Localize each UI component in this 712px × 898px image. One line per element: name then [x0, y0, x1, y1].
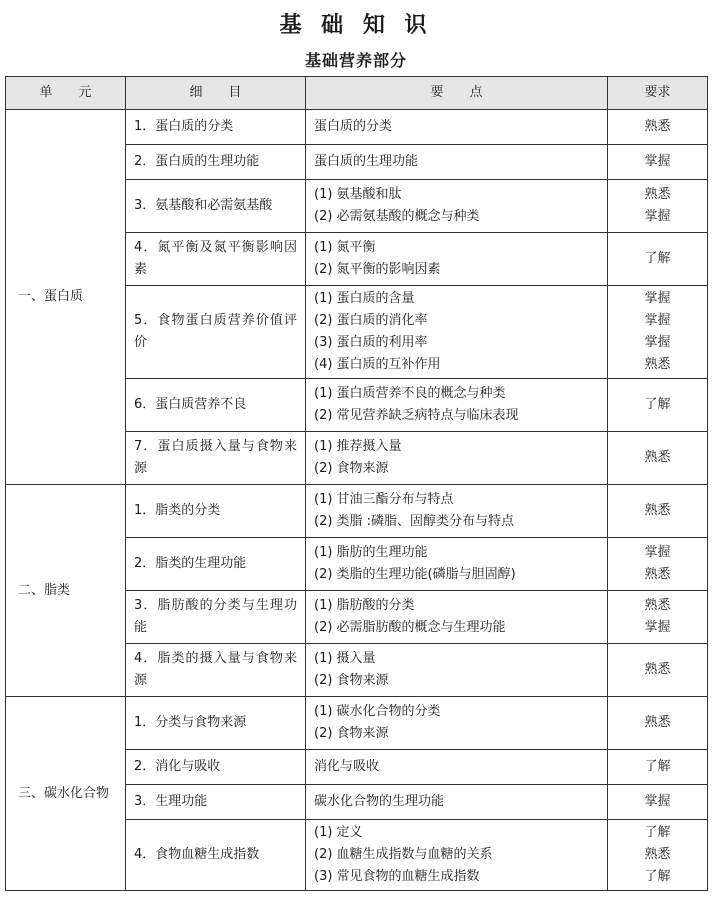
requirement-level: 掌握 [644, 335, 671, 350]
header-unit: 单 元 [6, 77, 126, 110]
requirement-cell [608, 750, 708, 785]
requirement-level: 了解 [644, 397, 671, 412]
requirement-level: 熟悉 [644, 119, 671, 134]
requirement-cell [608, 591, 708, 644]
points-cell [306, 145, 608, 180]
point-line: (2) 食物来源 [314, 726, 389, 741]
requirement-level: 熟悉 [644, 357, 671, 372]
point-line: 消化与吸收 [314, 759, 380, 774]
requirement-cell [608, 145, 708, 180]
requirement-cell [608, 286, 708, 379]
point-line: (1) 碳水化合物的分类 [314, 704, 441, 719]
requirement-level: 熟悉 [644, 847, 671, 862]
header-requirement: 要求 [608, 77, 708, 110]
page-title: 基 础 知 识 [279, 13, 433, 38]
point-line: (2) 必需氨基酸的概念与种类 [314, 209, 480, 224]
requirement-level: 熟悉 [644, 450, 671, 465]
item-cell: 3．脂肪酸的分类与生理功能 [126, 591, 306, 644]
requirement-level: 掌握 [644, 545, 671, 560]
requirement-level: 掌握 [644, 209, 671, 224]
table-row [6, 485, 708, 538]
point-line: (3) 常见食物的血糖生成指数 [314, 869, 480, 884]
point-line: (2) 蛋白质的消化率 [314, 313, 428, 328]
requirement-level: 熟悉 [644, 662, 671, 677]
requirement-cell [608, 379, 708, 432]
requirement-level: 掌握 [644, 313, 671, 328]
points-cell [306, 110, 608, 145]
points-cell [306, 820, 608, 891]
point-line: (1) 氨基酸和肽 [314, 187, 402, 202]
requirement-cell [608, 110, 708, 145]
item-cell: 4．脂类的摄入量与食物来源 [126, 644, 306, 697]
table-body [6, 110, 708, 891]
requirement-cell [608, 485, 708, 538]
item-cell: 4．食物血糖生成指数 [126, 820, 306, 891]
requirement-level: 了解 [644, 869, 671, 884]
item-cell: 2．消化与吸收 [126, 750, 306, 785]
requirement-cell [608, 180, 708, 233]
points-cell [306, 233, 608, 286]
point-line: (4) 蛋白质的互补作用 [314, 357, 441, 372]
point-line: (1) 氮平衡 [314, 240, 376, 255]
point-line: (1) 蛋白质营养不良的概念与种类 [314, 386, 506, 401]
requirement-level: 了解 [644, 759, 671, 774]
point-line: (1) 甘油三酯分布与特点 [314, 492, 454, 507]
requirement-level: 熟悉 [644, 715, 671, 730]
unit-cell: 二、脂类 [6, 485, 126, 697]
point-line: (3) 蛋白质的利用率 [314, 335, 428, 350]
points-cell [306, 785, 608, 820]
syllabus-table [5, 76, 708, 891]
points-cell [306, 644, 608, 697]
point-line: 蛋白质的生理功能 [314, 154, 419, 169]
item-cell: 2．脂类的生理功能 [126, 538, 306, 591]
table-row [6, 697, 708, 750]
requirement-cell [608, 697, 708, 750]
item-cell: 6．蛋白质营养不良 [126, 379, 306, 432]
requirement-cell [608, 644, 708, 697]
point-line: (1) 摄入量 [314, 651, 376, 666]
requirement-level: 掌握 [644, 794, 671, 809]
header-points: 要 点 [306, 77, 608, 110]
point-line: (2) 类脂 :磷脂、固醇类分布与特点 [314, 514, 515, 529]
point-line: 蛋白质的分类 [314, 119, 393, 134]
points-cell [306, 286, 608, 379]
requirement-level: 熟悉 [644, 567, 671, 582]
unit-cell: 一、蛋白质 [6, 110, 126, 485]
point-line: 碳水化合物的生理功能 [314, 794, 445, 809]
header-item: 细 目 [126, 77, 306, 110]
page-subtitle: 基础营养部分 [304, 51, 407, 70]
requirement-level: 了解 [644, 251, 671, 266]
item-cell: 3．氨基酸和必需氨基酸 [126, 180, 306, 233]
item-cell: 4．氮平衡及氮平衡影响因素 [126, 233, 306, 286]
point-line: (1) 脂肪的生理功能 [314, 545, 428, 560]
requirement-cell [608, 432, 708, 485]
item-cell: 3．生理功能 [126, 785, 306, 820]
requirement-level: 掌握 [644, 291, 671, 306]
point-line: (2) 食物来源 [314, 461, 389, 476]
item-cell: 1．脂类的分类 [126, 485, 306, 538]
requirement-level: 掌握 [644, 154, 671, 169]
points-cell [306, 485, 608, 538]
points-cell [306, 379, 608, 432]
points-cell [306, 538, 608, 591]
table-header-row [6, 77, 708, 110]
points-cell [306, 750, 608, 785]
unit-cell: 三、碳水化合物 [6, 697, 126, 891]
table-row [6, 110, 708, 145]
item-cell: 2．蛋白质的生理功能 [126, 145, 306, 180]
item-cell: 1．分类与食物来源 [126, 697, 306, 750]
points-cell [306, 432, 608, 485]
requirement-level: 了解 [644, 825, 671, 840]
requirement-level: 熟悉 [644, 187, 671, 202]
requirement-level: 掌握 [644, 620, 671, 635]
requirement-level: 熟悉 [644, 598, 671, 613]
points-cell [306, 591, 608, 644]
point-line: (1) 定义 [314, 825, 363, 840]
point-line: (2) 类脂的生理功能(磷脂与胆固醇) [314, 567, 516, 582]
requirement-cell [608, 820, 708, 891]
point-line: (2) 必需脂肪酸的概念与生理功能 [314, 620, 506, 635]
point-line: (2) 血糖生成指数与血糖的关系 [314, 847, 493, 862]
item-cell: 1．蛋白质的分类 [126, 110, 306, 145]
requirement-level: 熟悉 [644, 503, 671, 518]
point-line: (1) 蛋白质的含量 [314, 291, 415, 306]
point-line: (2) 食物来源 [314, 673, 389, 688]
requirement-cell [608, 785, 708, 820]
requirement-cell [608, 538, 708, 591]
points-cell [306, 697, 608, 750]
point-line: (2) 氮平衡的影响因素 [314, 262, 441, 277]
points-cell [306, 180, 608, 233]
point-line: (2) 常见营养缺乏病特点与临床表现 [314, 408, 519, 423]
point-line: (1) 脂肪酸的分类 [314, 598, 415, 613]
item-cell: 7．蛋白质摄入量与食物来源 [126, 432, 306, 485]
requirement-cell [608, 233, 708, 286]
point-line: (1) 推荐摄入量 [314, 439, 402, 454]
item-cell: 5．食物蛋白质营养价值评价 [126, 286, 306, 379]
